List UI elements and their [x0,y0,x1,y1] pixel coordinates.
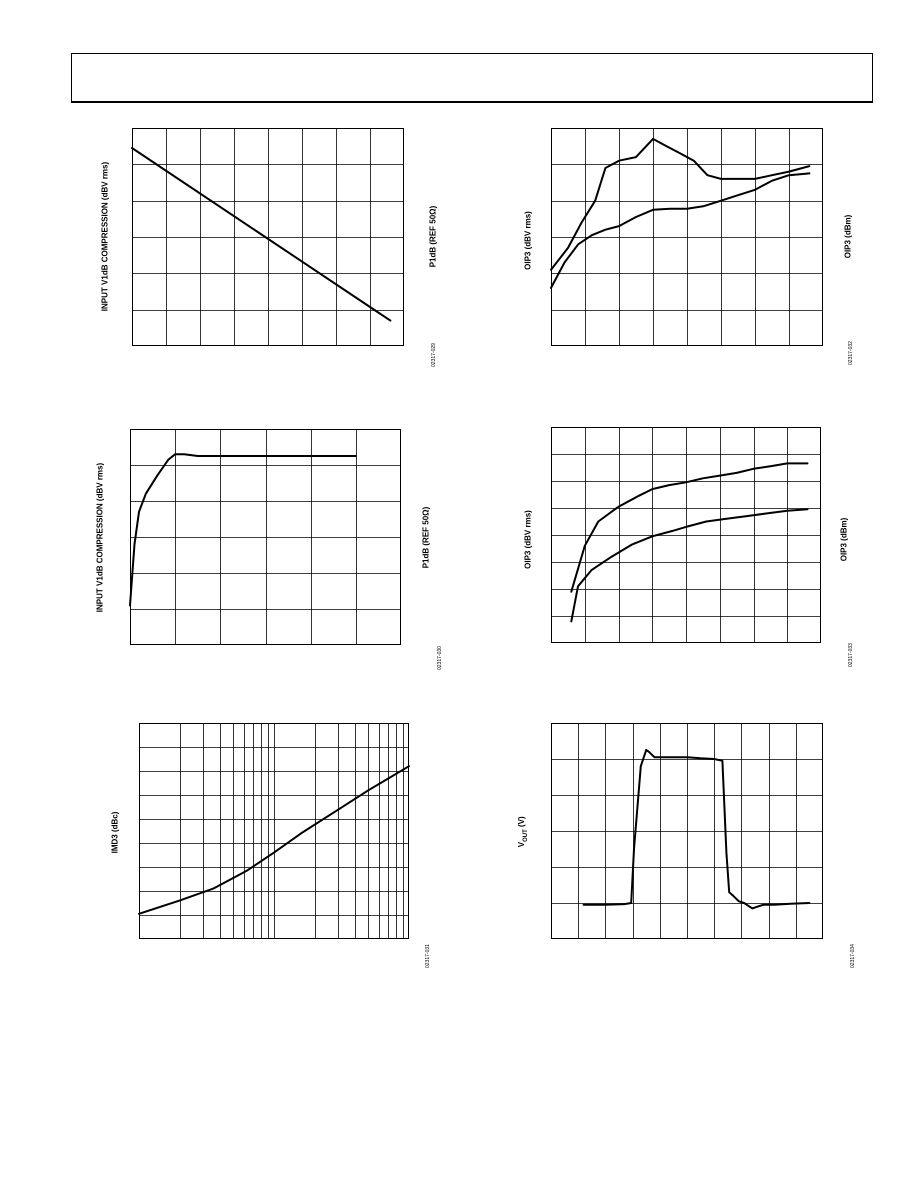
chart-1-y-axis-label: INPUT V1dB COMPRESSION (dBV rms) [100,161,110,312]
chart-3-figure-code: 02317-030 [437,646,443,670]
chart-1-right-axis-label: P1dB (REF 50Ω) [428,205,438,268]
chart-3-series-1-line [130,454,356,605]
chart-2-y-axis-label: OIP3 (dBV rms) [523,211,533,270]
chart-4-plot [551,427,821,643]
chart-3-plot [130,429,401,645]
chart-6-y-axis-label-main: V [517,841,527,848]
chart-1-frame [133,129,404,346]
chart-2-series-2-line [551,173,809,288]
chart-2-figure-code: 02317-032 [848,341,854,365]
chart-4-figure-code: 02317-033 [848,643,854,667]
chart-6-series-1-line [584,750,810,908]
chart-6-y-axis-label [517,797,529,867]
chart-2-series-1-line [551,139,809,270]
chart-4-y-axis-label: OIP3 (dBV rms) [523,510,533,569]
chart-4-series-1-line [571,463,807,591]
chart-2-plot [551,128,823,346]
chart-4-right-axis-label: OIP3 (dBm) [839,517,849,562]
page-header-box [71,53,873,103]
chart-6-plot [551,723,823,939]
chart-2-right-axis-label: OIP3 (dBm) [843,214,853,259]
chart-6-figure-code: 02317-034 [850,944,856,968]
chart-6-y-axis-label-sub: OUT [522,829,529,842]
chart-1-plot [132,128,404,346]
chart-1-figure-code: 02317-029 [431,343,437,367]
chart-5-y-axis-label: IMD3 (dBc) [110,811,120,854]
chart-5-figure-code: 02317-031 [425,944,431,968]
chart-3-frame [131,430,401,645]
chart-2-frame [552,129,823,346]
chart-6-y-axis-label-unit: (V) [517,816,527,830]
chart-3-right-axis-label: P1dB (REF 50Ω) [421,506,431,569]
chart-1-series-1-line [132,148,390,321]
chart-5-plot [139,723,409,939]
chart-3-y-axis-label: INPUT V1dB COMPRESSION (dBV rms) [95,462,105,613]
chart-4-series-2-line [571,509,807,621]
chart-6-frame [552,724,823,939]
